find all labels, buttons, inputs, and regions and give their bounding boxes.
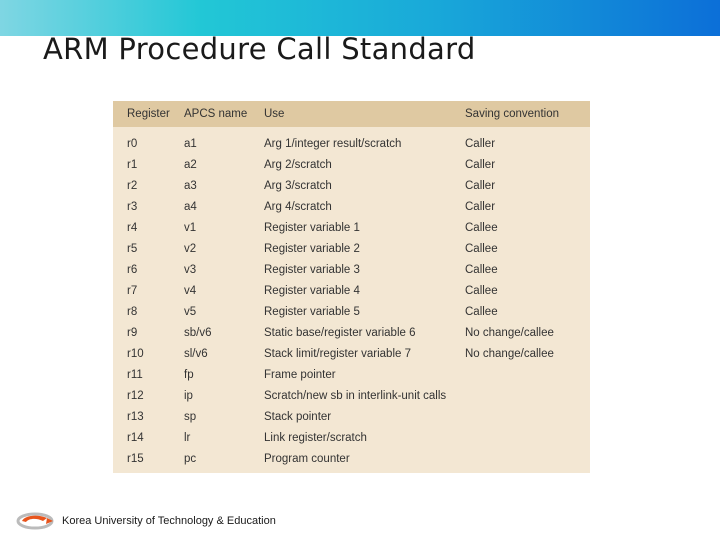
cell-saving-convention: Callee bbox=[465, 242, 498, 255]
cell-saving-convention bbox=[465, 427, 590, 448]
cell-apcs-name: sl/v6 bbox=[184, 347, 208, 360]
cell-apcs-name: v5 bbox=[184, 305, 197, 318]
cell-use: Register variable 1 bbox=[264, 221, 360, 234]
table-body bbox=[113, 127, 590, 469]
table-row bbox=[113, 196, 590, 217]
cell-saving-convention bbox=[465, 385, 590, 406]
cell-register: r9 bbox=[127, 326, 138, 339]
cell-use: Register variable 5 bbox=[264, 305, 360, 318]
table-row bbox=[113, 175, 590, 196]
cell-register: r3 bbox=[127, 200, 138, 213]
cell-apcs-name: v3 bbox=[184, 263, 197, 276]
cell-use: Register variable 4 bbox=[264, 284, 360, 297]
cell-apcs-name: a2 bbox=[184, 158, 197, 171]
header-apcs-name: APCS name bbox=[184, 101, 264, 127]
cell-saving-convention: Caller bbox=[465, 158, 496, 171]
cell-saving-convention bbox=[465, 364, 590, 385]
cell-register: r4 bbox=[127, 221, 138, 234]
cell-apcs-name: fp bbox=[184, 368, 194, 381]
cell-use: Stack pointer bbox=[264, 410, 332, 423]
cell-apcs-name: v1 bbox=[184, 221, 197, 234]
cell-use: Frame pointer bbox=[264, 368, 336, 381]
cell-apcs-name: lr bbox=[184, 431, 191, 444]
cell-apcs-name: a1 bbox=[184, 137, 197, 150]
table-row bbox=[113, 301, 590, 322]
cell-saving-convention: Callee bbox=[465, 284, 498, 297]
cell-use: Program counter bbox=[264, 452, 350, 465]
table-row bbox=[113, 427, 590, 448]
cell-saving-convention: Caller bbox=[465, 137, 496, 150]
top-banner bbox=[0, 0, 720, 36]
cell-use: Register variable 2 bbox=[264, 242, 360, 255]
cell-register: r2 bbox=[127, 179, 138, 192]
table-header-row bbox=[113, 101, 590, 127]
table-row bbox=[113, 448, 590, 469]
table-row bbox=[113, 238, 590, 259]
cell-use: Link register/scratch bbox=[264, 431, 367, 444]
header-register: Register bbox=[113, 101, 184, 127]
table-row bbox=[113, 127, 590, 154]
cell-register: r5 bbox=[127, 242, 138, 255]
cell-register: r1 bbox=[127, 158, 138, 171]
cell-register: r6 bbox=[127, 263, 138, 276]
cell-use: Arg 4/scratch bbox=[264, 200, 332, 213]
cell-apcs-name: v2 bbox=[184, 242, 197, 255]
cell-register: r13 bbox=[127, 410, 144, 423]
register-table bbox=[113, 101, 590, 469]
table-row bbox=[113, 385, 590, 406]
header-use: Use bbox=[264, 101, 465, 127]
cell-saving-convention: No change/callee bbox=[465, 326, 554, 339]
cell-apcs-name: v4 bbox=[184, 284, 197, 297]
university-logo-icon bbox=[16, 512, 56, 530]
cell-register: r8 bbox=[127, 305, 138, 318]
table-row bbox=[113, 259, 590, 280]
table-row bbox=[113, 217, 590, 238]
cell-use: Arg 3/scratch bbox=[264, 179, 332, 192]
cell-use: Register variable 3 bbox=[264, 263, 360, 276]
slide-title: ARM Procedure Call Standard bbox=[43, 32, 476, 66]
cell-apcs-name: sb/v6 bbox=[184, 326, 212, 339]
table-row bbox=[113, 343, 590, 364]
cell-register: r7 bbox=[127, 284, 138, 297]
cell-use: Arg 2/scratch bbox=[264, 158, 332, 171]
cell-saving-convention: Callee bbox=[465, 221, 498, 234]
table-row bbox=[113, 154, 590, 175]
cell-saving-convention: Callee bbox=[465, 305, 498, 318]
cell-use: Arg 1/integer result/scratch bbox=[264, 137, 402, 150]
cell-use: Stack limit/register variable 7 bbox=[264, 347, 411, 360]
cell-register: r12 bbox=[127, 389, 144, 402]
cell-use: Static base/register variable 6 bbox=[264, 326, 416, 339]
cell-register: r15 bbox=[127, 452, 144, 465]
cell-saving-convention bbox=[465, 406, 590, 427]
cell-apcs-name: ip bbox=[184, 389, 193, 402]
cell-use: Scratch/new sb in interlink-unit calls bbox=[264, 389, 447, 402]
cell-register: r10 bbox=[127, 347, 144, 360]
cell-saving-convention: Caller bbox=[465, 179, 496, 192]
footer-institution: Korea University of Technology & Education bbox=[62, 515, 276, 527]
table-row bbox=[113, 406, 590, 427]
table-row bbox=[113, 280, 590, 301]
cell-apcs-name: sp bbox=[184, 410, 197, 423]
cell-saving-convention: No change/callee bbox=[465, 347, 554, 360]
cell-apcs-name: pc bbox=[184, 452, 197, 465]
cell-saving-convention: Caller bbox=[465, 200, 496, 213]
header-saving-convention: Saving convention bbox=[465, 101, 590, 127]
table-row bbox=[113, 364, 590, 385]
register-table-panel bbox=[113, 101, 590, 473]
table-row bbox=[113, 322, 590, 343]
cell-apcs-name: a3 bbox=[184, 179, 197, 192]
cell-apcs-name: a4 bbox=[184, 200, 197, 213]
cell-saving-convention bbox=[465, 448, 590, 469]
cell-saving-convention: Callee bbox=[465, 263, 498, 276]
cell-register: r0 bbox=[127, 137, 138, 150]
cell-register: r11 bbox=[127, 368, 143, 381]
cell-register: r14 bbox=[127, 431, 144, 444]
